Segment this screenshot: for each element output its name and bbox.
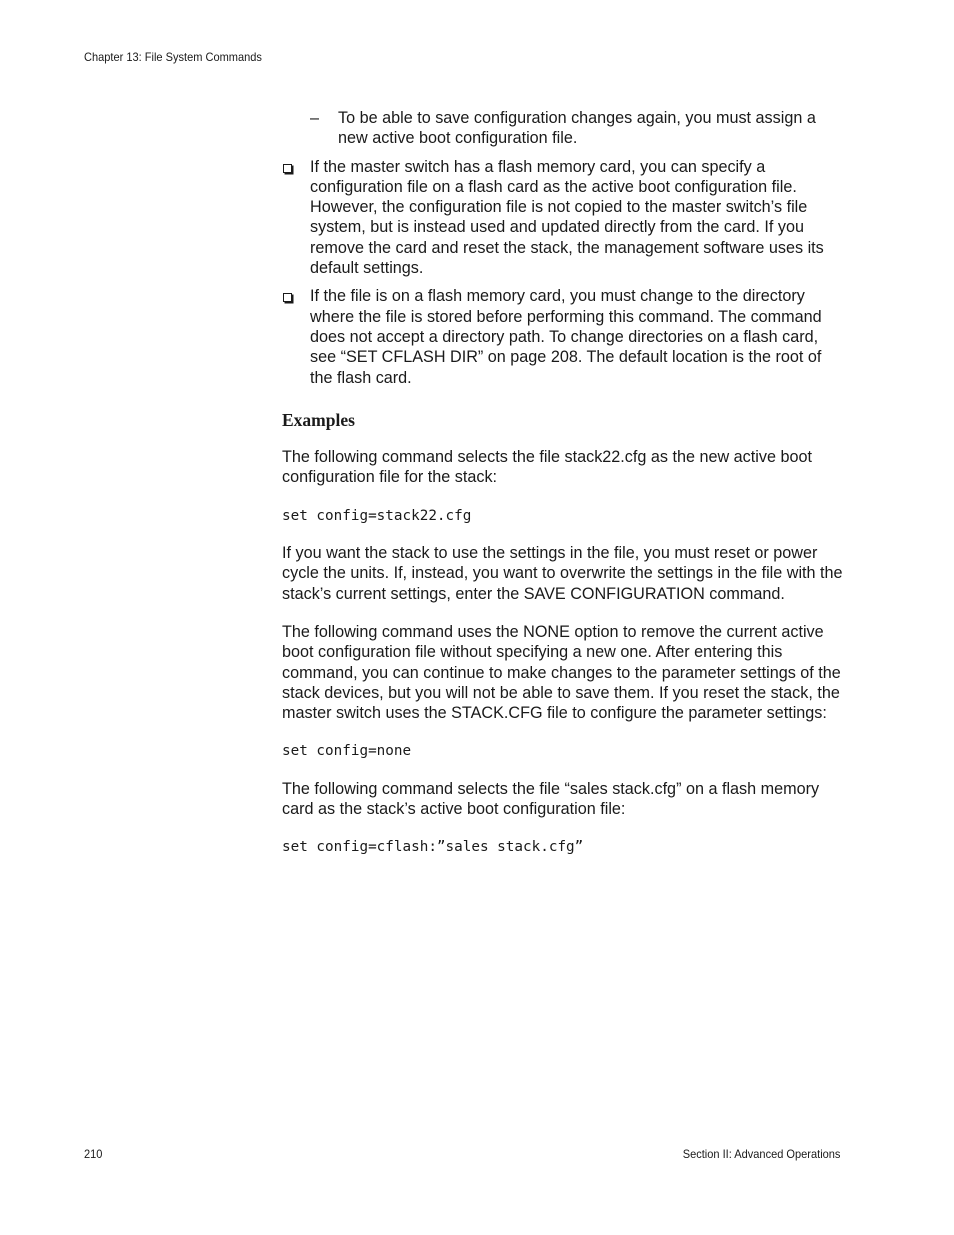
bullet-text: If the master switch has a flash memory card, you can specify a configuration file on a flash card as the active boot configuration file. However, the configuration file is not copied to the master switch’s file system, but is instead used and updated directly from the card. If you remove the card and reset the stack, the management software uses its default settings.: [310, 157, 824, 278]
bullet-list-item: [282, 286, 847, 387]
bullet-list-item: [282, 157, 847, 279]
running-footer-section: Section II: Advanced Operations: [682, 1147, 840, 1161]
code-example: set config=cflash:”sales stack.cfg”: [282, 839, 584, 856]
paragraph: If you want the stack to use the settings in the file, you must reset or power cycle the units. If, instead, you want to overwrite the settings in the file with the stack’s current settings, enter the SAVE CONFIGURATION command.: [282, 544, 843, 603]
paragraph: The following command selects the file stack22.cfg as the new active boot configuration file for the stack:: [282, 448, 812, 487]
running-header: Chapter 13: File System Commands: [84, 50, 262, 64]
dash-item-text: To be able to save configuration changes again, you must assign a new active boot configuration file.: [338, 109, 816, 148]
checkbox-bullet-icon: [283, 164, 292, 173]
page-number: 210: [84, 1147, 103, 1161]
paragraph: The following command selects the file “sales stack.cfg” on a flash memory card as the stack’s active boot configuration file:: [282, 779, 820, 819]
code-example: set config=stack22.cfg: [282, 507, 472, 524]
paragraph: The following command uses the NONE option to remove the current active boot configuration file without specifying a new one. After entering this command, you can continue to make changes to the parameter settings of the stack devices, but you will not be able to save them. If you reset the stack, the master switch uses the STACK.CFG file to configure the parameter settings:: [282, 622, 841, 723]
bullet-text: If the file is on a flash memory card, you must change to the directory where the file is stored before performing this command. The command does not accept a directory path. To change directories on a flash card, see “SET CFLASH DIR” on page 208. The default location is the root of the flash card.: [310, 287, 822, 387]
code-example: set config=none: [282, 743, 412, 760]
dash-marker: –: [310, 109, 320, 127]
examples-heading: Examples: [282, 409, 355, 430]
page-body: [282, 108, 847, 875]
checkbox-bullet-icon: [283, 293, 292, 302]
dash-list-item: [282, 108, 847, 149]
